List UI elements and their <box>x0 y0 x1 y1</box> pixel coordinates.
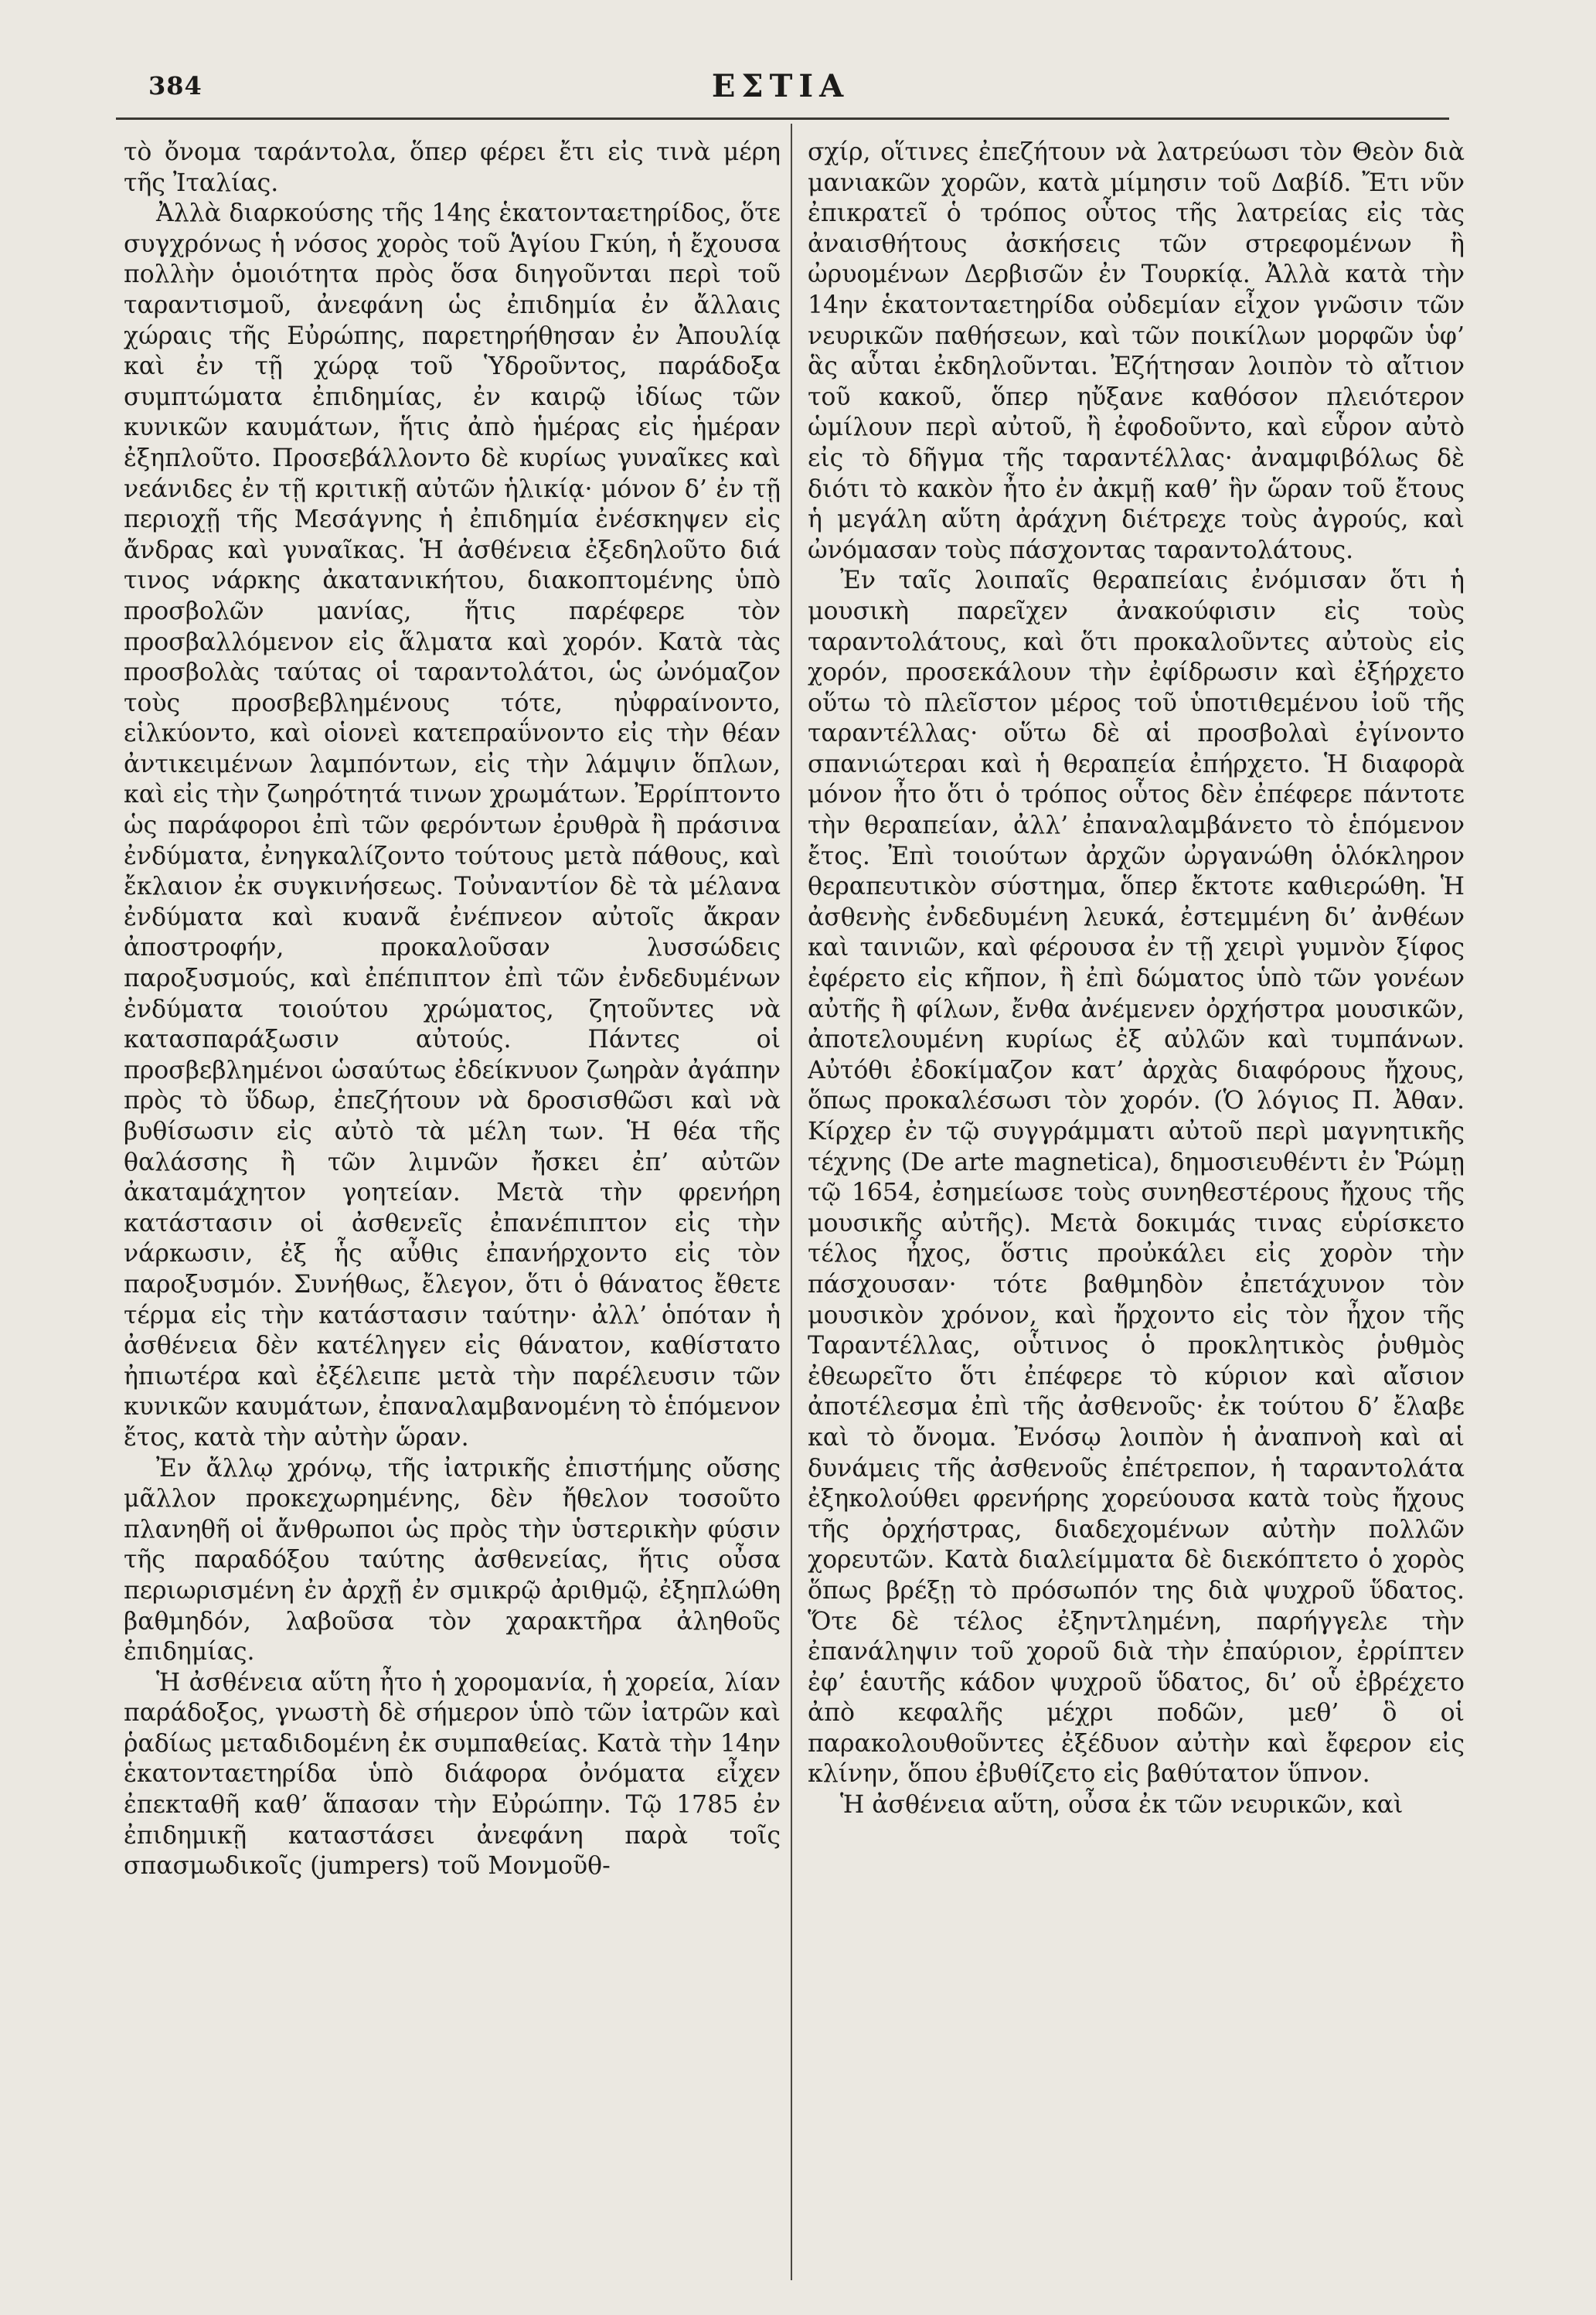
journal-title: ΕΣΤΙΑ <box>711 68 850 104</box>
paragraph: Ἡ ἀσθένεια αὕτη ἦτο ἡ χορομανία, ἡ χορεία, λίαν παράδοξος, γνωστὴ δὲ σήμερον ὑπὸ τῶν ἰατρῶν καὶ ῥαδίως μεταδιδομένη ἐκ συμπαθείας. Κατὰ τὴν 14ην ἑκατονταετηρίδα ὑπὸ διάφορα ὀνόματα εἶχεν ἐπεκταθῆ καθ’ ἅπασαν τὴν Εὐρώπην. Τῷ 1785 ἐν ἐπιδημικῇ καταστάσει ἀνεφάνη παρὰ τοῖς σπασμωδικοῖς (jumpers) τοῦ Μονμοῦθ- <box>124 1668 781 1881</box>
paragraph: Ἀλλὰ διαρκούσης τῆς 14ης ἑκατονταετηρίδος, ὅτε συγχρόνως ἡ νόσος χορὸς τοῦ Ἁγίου Γκύη, ἡ ἔχουσα πολλὴν ὁμοιότητα πρὸς ὅσα διηγοῦνται περὶ τοῦ ταραντισμοῦ, ἀνεφάνη ὡς ἐπιδημία ἐν ἄλλαις χώραις τῆς Εὐρώπης, παρετηρήθησαν ἐν Ἀπουλίᾳ καὶ ἐν τῇ χώρᾳ τοῦ Ὑδροῦντος, παράδοξα συμπτώματα ἐπιδημίας, ἐν καιρῷ ἰδίως τῶν κυνικῶν καυμάτων, ἥτις ἀπὸ ἡμέρας εἰς ἡμέραν ἐξηπλοῦτο. Προσεβάλλοντο δὲ κυρίως γυναῖκες καὶ νεάνιδες ἐν τῇ κριτικῇ αὐτῶν ἡλικίᾳ· μόνον δ’ ἐν τῇ περιοχῇ τῆς Μεσάγνης ἡ ἐπιδημία ἐνέσκηψεν εἰς ἄνδρας καὶ γυναῖκας. Ἡ ἀσθένεια ἐξεδηλοῦτο διά τινος νάρκης ἀκατανικήτου, διακοπτομένης ὑπὸ προσβολῶν μανίας, ἥτις παρέφερε τὸν προσβαλλόμενον εἰς ἅλματα καὶ χορόν. Κατὰ τὰς προσβολὰς ταύτας οἱ ταραντολάτοι, ὡς ὠνόμαζον τοὺς προσβεβλημένους τότε, ηὐφραίνοντο, εἱλκύοντο, καὶ οἱονεὶ κατεπραΰνοντο εἰς τὴν θέαν ἀντικειμένων λαμπόντων, εἰς τὴν λάμψιν ὅπλων, καὶ εἰς τὴν ζωηρότητά τινων χρωμάτων. Ἐρρίπτοντο ὡς παράφοροι ἐπὶ τῶν φερόντων ἐρυθρὰ ἢ πράσινα ἐνδύματα, ἐνηγκαλίζοντο τούτους μετὰ πάθους, καὶ ἔκλαιον ἐκ συγκινήσεως. Τοὐναντίον δὲ τὰ μέλανα ἐνδύματα καὶ κυανᾶ ἐνέπνεον αὐτοῖς ἄκραν ἀποστροφήν, προκαλοῦσαν λυσσώδεις παροξυσμούς, καὶ ἐπέπιπτον ἐπὶ τῶν ἐνδεδυμένων ἐνδύματα τοιούτου χρώματος, ζητοῦντες νὰ κατασπαράξωσιν αὐτούς. Πάντες οἱ προσβεβλημένοι ὡσαύτως ἐδείκνυον ζωηρὰν ἀγάπην πρὸς τὸ ὕδωρ, ἐπεζήτουν νὰ δροσισθῶσι καὶ νὰ βυθίσωσιν εἰς αὐτὸ τὰ μέλη των. Ἡ θέα τῆς θαλάσσης ἢ τῶν λιμνῶν ἤσκει ἐπ’ αὐτῶν ἀκαταμάχητον γοητείαν. Μετὰ τὴν φρενήρη κατάστασιν οἱ ἀσθενεῖς ἐπανέπιπτον εἰς τὴν νάρκωσιν, ἐξ ἧς αὖθις ἐπανήρχοντο εἰς τὸν παροξυσμόν. Συνήθως, ἔλεγον, ὅτι ὁ θάνατος ἔθετε τέρμα εἰς τὴν κατάστασιν ταύτην· ἀλλ’ ὁπόταν ἡ ἀσθένεια δὲν κατέληγεν εἰς θάνατον, καθίστατο ἠπιωτέρα καὶ ἐξέλειπε μετὰ τὴν παρέλευσιν τῶν κυνικῶν καυμάτων, ἐπαναλαμβανομένη τὸ ἑπόμενον ἔτος, κατὰ τὴν αὐτὴν ὥραν. <box>124 199 781 1452</box>
page-number: 384 <box>148 71 202 100</box>
right-column <box>808 138 1465 2279</box>
column-divider <box>791 124 792 2280</box>
paragraph: Ἐν ταῖς λοιπαῖς θεραπείαις ἐνόμισαν ὅτι ἡ μουσικὴ παρεῖχεν ἀνακούφισιν εἰς τοὺς ταραντολάτους, καὶ ὅτι προκαλοῦντες αὐτοὺς εἰς χορόν, προσεκάλουν τὴν ἐφίδρωσιν καὶ ἐξήρχετο οὕτω τὸ πλεῖστον μέρος τοῦ ὑποτιθεμένου ἰοῦ τῆς ταραντέλλας· οὕτω δὲ αἱ προσβολαὶ ἐγίνοντο σπανιώτεραι καὶ ἡ θεραπεία ἐπήρχετο. Ἡ διαφορὰ μόνον ἦτο ὅτι ὁ τρόπος οὗτος δὲν ἐπέφερε πάντοτε τὴν θεραπείαν, ἀλλ’ ἐπαναλαμβάνετο τὸ ἑπόμενον ἔτος. Ἐπὶ τοιούτων ἀρχῶν ὠργανώθη ὁλόκληρον θεραπευτικὸν σύστημα, ὅπερ ἔκτοτε καθιερώθη. Ἡ ἀσθενὴς ἐνδεδυμένη λευκά, ἐστεμμένη δι’ ἀνθέων καὶ ταινιῶν, καὶ φέρουσα ἐν τῇ χειρὶ γυμνὸν ξίφος ἐφέρετο εἰς κῆπον, ἢ ἐπὶ δώματος ὑπὸ τῶν γονέων αὐτῆς ἢ φίλων, ἔνθα ἀνέμενεν ὀρχήστρα μουσικῶν, ἀποτελουμένη κυρίως ἐξ αὐλῶν καὶ τυμπάνων. Αὐτόθι ἐδοκίμαζον κατ’ ἀρχὰς διαφόρους ἤχους, ὅπως προκαλέσωσι τὸν χορόν. (Ὁ λόγιος Π. Ἀθαν. Κίρχερ ἐν τῷ συγγράμματι αὐτοῦ περὶ μαγνητικῆς τέχνης (De arte magnetica), δημοσιευθέντι ἐν Ῥώμῃ τῷ 1654, ἐσημείωσε τοὺς συνηθεστέρους ἤχους τῆς μουσικῆς αὐτῆς). Μετὰ δοκιμάς τινας εὑρίσκετο τέλος ἦχος, ὅστις προὐκάλει εἰς χορὸν τὴν πάσχουσαν· τότε βαθμηδὸν ἐπετάχυνον τὸν μουσικὸν χρόνον, καὶ ἤρχοντο εἰς τὸν ἦχον τῆς Ταραντέλλας, οὗτινος ὁ προκλητικὸς ῥυθμὸς ἐθεωρεῖτο ὅτι ἐπέφερε τὸ κύριον καὶ αἴσιον ἀποτέλεσμα ἐπὶ τῆς ἀσθενοῦς· ἐκ τούτου δ’ ἔλαβε καὶ τὸ ὄνομα. Ἐνόσῳ λοιπὸν ἡ ἀναπνοὴ καὶ αἱ δυνάμεις τῆς ἀσθενοῦς ἐπέτρεπον, ἡ ταραντολάτα ἐξηκολούθει φρενήρης χορεύουσα κατὰ τοὺς ἤχους τῆς ὀρχήστρας, διαδεχομένων αὐτὴν πολλῶν χορευτῶν. Κατὰ διαλείμματα δὲ διεκόπτετο ὁ χορὸς ὅπως βρέξῃ τὸ πρόσωπόν της διὰ ψυχροῦ ὕδατος. Ὅτε δὲ τέλος ἐξηντλημένη, παρήγγελε τὴν ἐπανάληψιν τοῦ χοροῦ διὰ τὴν ἐπαύριον, ἐρρίπτεν ἐφ’ ἑαυτῆς κάδον ψυχροῦ ὕδατος, δι’ οὗ ἐβρέχετο ἀπὸ κεφαλῆς μέχρι ποδῶν, μεθ’ ὃ οἱ παρακολουθοῦντες ἐξέδυον αὐτὴν καὶ ἔφερον εἰς κλίνην, ὅπου ἐβυθίζετο εἰς βαθύτατον ὕπνον. <box>808 567 1465 1789</box>
page-header <box>116 68 1445 117</box>
paragraph: Ἐν ἄλλῳ χρόνῳ, τῆς ἰατρικῆς ἐπιστήμης οὔσης μᾶλλον προκεχωρημένης, δὲν ἤθελον τοσοῦτο πλανηθῆ οἱ ἄνθρωποι ὡς πρὸς τὴν ὑστερικὴν φύσιν τῆς παραδόξου ταύτης ἀσθενείας, ἥτις οὖσα περιωρισμένη ἐν ἀρχῇ ἐν σμικρῷ ἀριθμῷ, ἐξηπλώθη βαθμηδόν, λαβοῦσα τὸν χαρακτῆρα ἀληθοῦς ἐπιδημίας. <box>124 1454 781 1666</box>
paragraph: τὸ ὄνομα ταράντολα, ὅπερ φέρει ἔτι εἰς τινὰ μέρη τῆς Ἰταλίας. <box>124 138 781 197</box>
header-rule <box>116 117 1449 120</box>
paragraph: Ἡ ἀσθένεια αὕτη, οὖσα ἐκ τῶν νευρικῶν, καὶ <box>840 1791 1404 1820</box>
left-column <box>124 138 781 2279</box>
paragraph: σχίρ, οἵτινες ἐπεζήτουν νὰ λατρεύωσι τὸν Θεὸν διὰ μανιακῶν χορῶν, κατὰ μίμησιν τοῦ Δαβίδ. Ἔτι νῦν ἐπικρατεῖ ὁ τρόπος οὗτος τῆς λατρείας εἰς τὰς ἀναισθήτους ἀσκήσεις τῶν στρεφομένων ἢ ὠρυομένων Δερβισῶν ἐν Τουρκίᾳ. Ἀλλὰ κατὰ τὴν 14ην ἑκατονταετηρίδα οὐδεμίαν εἶχον γνῶσιν τῶν νευρικῶν παθήσεων, καὶ τῶν ποικίλων μορφῶν ὑφ’ ἃς αὗται ἐκδηλοῦνται. Ἐζήτησαν λοιπὸν τὸ αἴτιον τοῦ κακοῦ, ὅπερ ηὔξανε καθόσον πλειότερον ὡμίλουν περὶ αὐτοῦ, ἢ ἐφοδοῦντο, καὶ εὗρον αὐτὸ εἰς τὸ δῆγμα τῆς ταραντέλλας· ἀναμφιβόλως δὲ διότι τὸ κακὸν ἦτο ἐν ἀκμῇ καθ’ ἣν ὥραν τοῦ ἔτους ἡ μεγάλη αὕτη ἀράχνη διέτρεχε τοὺς ἀγρούς, καὶ ὠνόμασαν τοὺς πάσχοντας ταραντολάτους. <box>808 138 1465 564</box>
